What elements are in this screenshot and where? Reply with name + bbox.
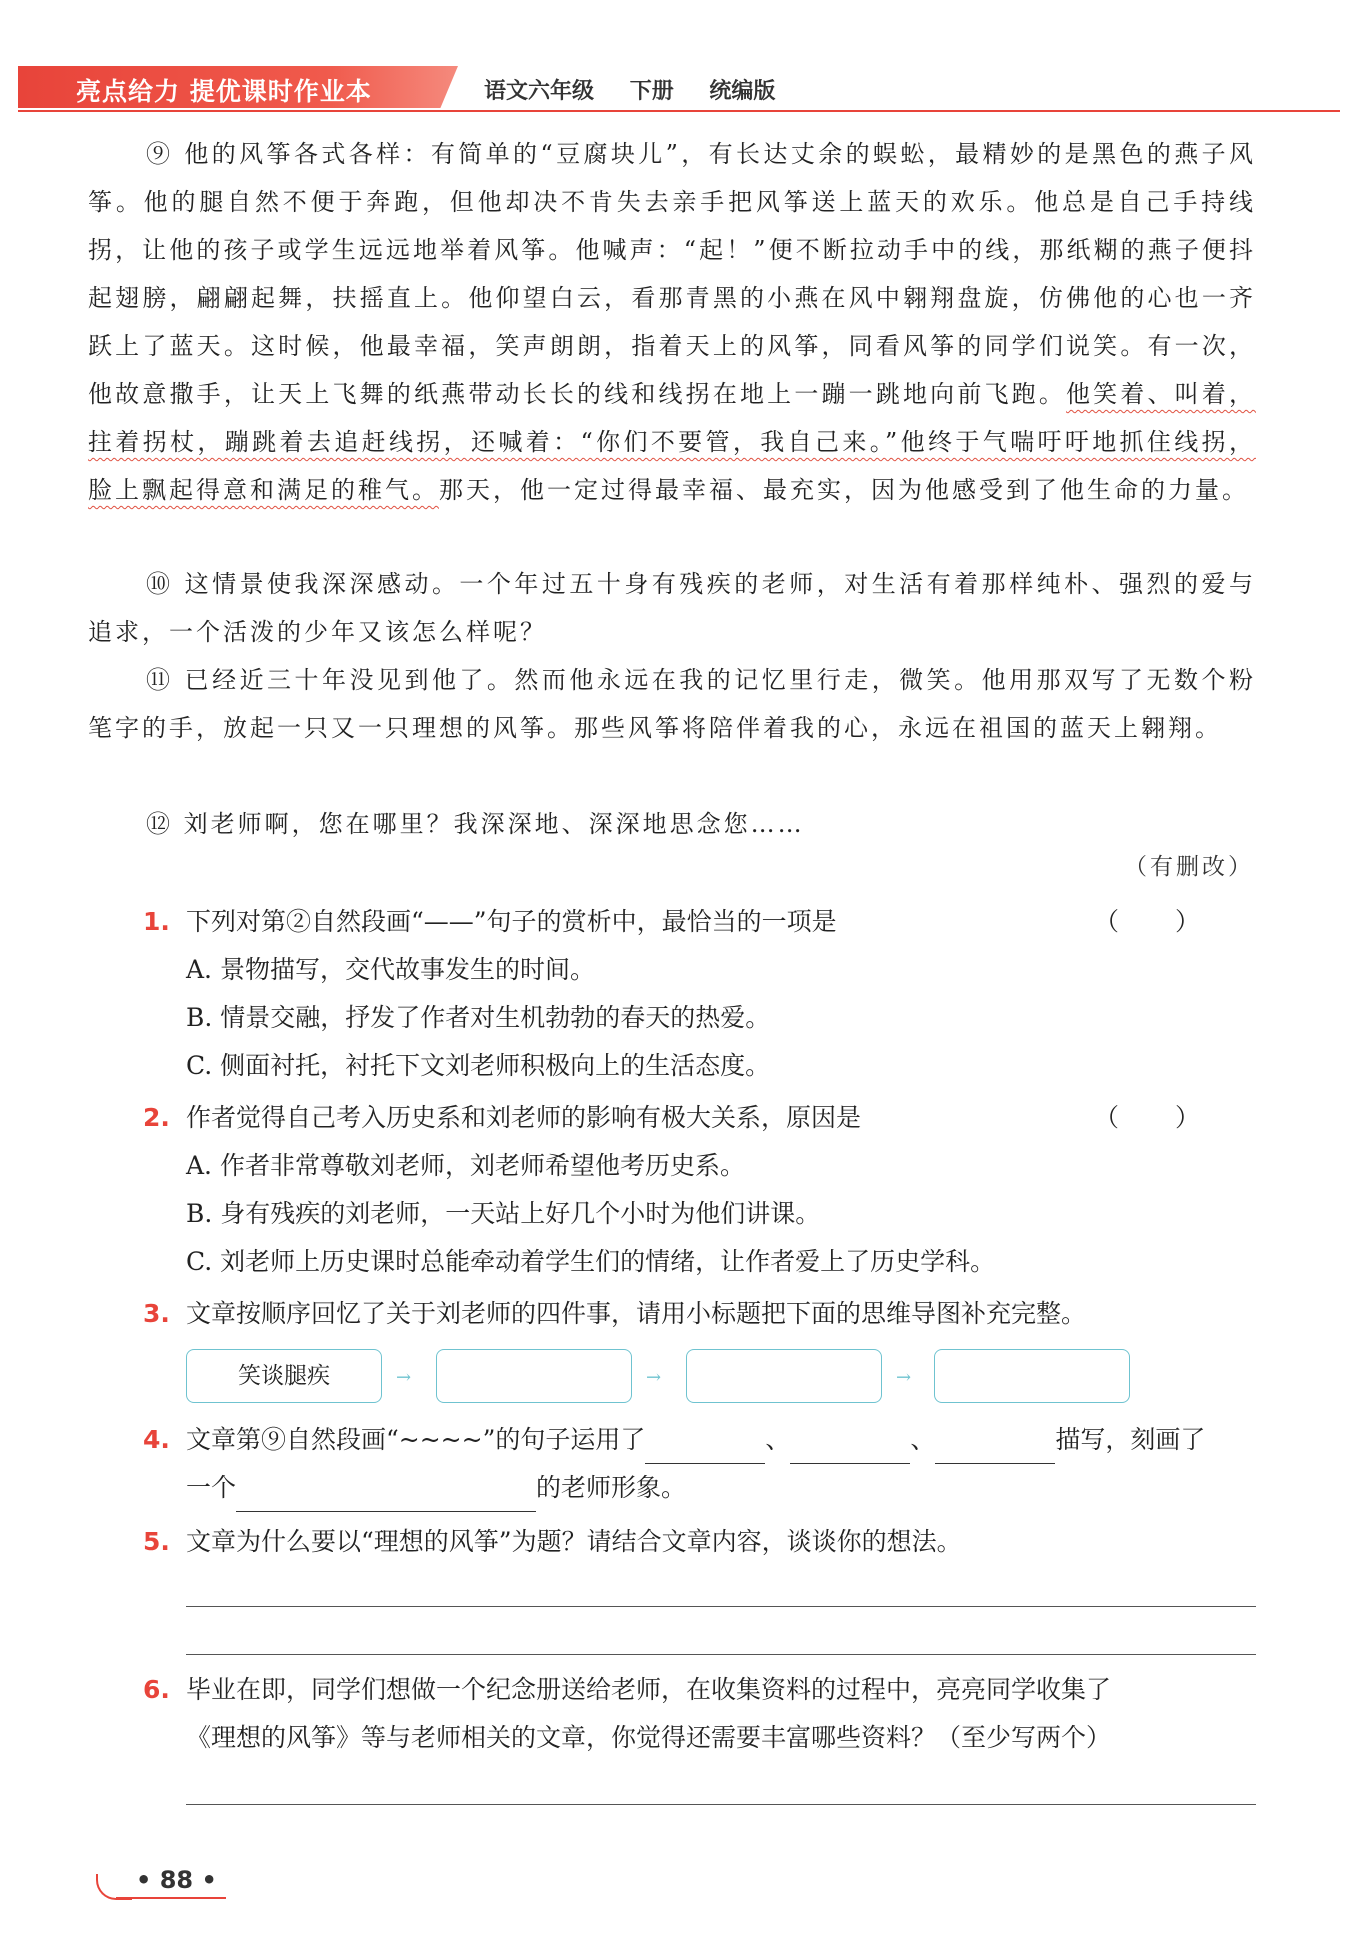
answer-line[interactable] [186, 1804, 1256, 1805]
paragraph-9-text-b: 那天，他一定过得最幸福、最充实，因为他感受到了他生命的力量。 [439, 476, 1249, 504]
mindmap-arrow-icon: → [896, 1367, 912, 1388]
answer-bracket[interactable]: （） [1093, 907, 1256, 936]
question-text-d: 的老师形象。 [536, 1473, 687, 1502]
question-text: 作者觉得自己考入历史系和刘老师的影响有极大关系，原因是 [186, 1103, 862, 1132]
blank-3[interactable] [935, 1431, 1055, 1464]
question-text: 文章按顺序回忆了关于刘老师的四件事，请用小标题把下面的思维导图补充完整。 [186, 1299, 1087, 1328]
page-header [18, 66, 1340, 112]
question-text-a: 毕业在即，同学们想做一个纪念册送给老师，在收集资料的过程中，亮亮同学收集了 [186, 1675, 1112, 1704]
subject-grade: 语文六年级 [484, 79, 595, 104]
header-rule [18, 110, 1340, 112]
volume: 下册 [629, 79, 674, 104]
q2-option-a[interactable]: A. 作者非常尊敬刘老师，刘老师希望他考历史系。 [186, 1151, 745, 1180]
q2-option-b[interactable]: B. 身有残疾的刘老师，一天站上好几个小时为他们讲课。 [186, 1199, 821, 1228]
mindmap-box-3[interactable] [686, 1349, 882, 1403]
q1-option-a[interactable]: A. 景物描写，交代故事发生的时间。 [186, 955, 595, 984]
question-number: 1. [143, 907, 170, 936]
blank-1[interactable] [645, 1431, 765, 1464]
page-number-rule [116, 1897, 226, 1899]
question-text: 下列对第②自然段画“——”句子的赏析中，最恰当的一项是 [186, 907, 837, 936]
page-number-area [96, 1866, 226, 1902]
mindmap-box-4[interactable] [934, 1349, 1130, 1403]
answer-bracket[interactable]: （） [1093, 1103, 1256, 1132]
mindmap-arrow-icon: → [646, 1367, 662, 1388]
separator: 、 [765, 1425, 791, 1454]
q2-option-c[interactable]: C. 刘老师上历史课时总能牵动着学生们的情绪，让作者爱上了历史学科。 [186, 1247, 996, 1276]
q1-option-c[interactable]: C. 侧面衬托，衬托下文刘老师积极向上的生活态度。 [186, 1051, 771, 1080]
question-6-line-2: 《理想的风筝》等与老师相关的文章，你觉得还需要丰富哪些资料？（至少写两个） [186, 1723, 1112, 1752]
separator: 、 [910, 1425, 936, 1454]
question-3 [144, 1290, 1256, 1338]
answer-line[interactable] [186, 1606, 1256, 1607]
question-number: 5. [143, 1527, 170, 1556]
q1-option-b[interactable]: B. 情景交融，抒发了作者对生机勃勃的春天的热爱。 [186, 1003, 771, 1032]
page-number: • 88 • [136, 1866, 217, 1894]
paragraph-11: ⑪ 已经近三十年没见到他了。然而他永远在我的记忆里行走，微笑。他用那双写了无数个粉笔字的手，放起一只又一只理想的风筝。那些风筝将陪伴着我的心，永远在祖国的蓝天上翱翔。 [88, 666, 1256, 742]
question-2 [144, 1094, 1256, 1142]
question-number: 4. [143, 1425, 170, 1454]
question-text-b: 描写，刻画了 [1055, 1425, 1206, 1454]
question-text-a: 文章第⑨自然段画“~~~~”的句子运用了 [186, 1425, 646, 1454]
question-number: 2. [143, 1103, 170, 1132]
question-number: 6. [143, 1675, 170, 1704]
paragraph-9 [88, 130, 1256, 514]
source-note: （有删改） [1124, 854, 1254, 880]
book-info [484, 74, 803, 105]
series-title: 亮点给力 提优课时作业本 [76, 77, 372, 106]
mindmap-box-1: 笑谈腿疾 [186, 1349, 382, 1403]
question-5 [144, 1518, 1256, 1566]
blank-4[interactable] [236, 1479, 536, 1512]
paragraph-10: ⑩ 这情景使我深深感动。一个年过五十身有残疾的老师，对生活有着那样纯朴、强烈的爱与追求，一个活泼的少年又该怎么样呢？ [88, 570, 1256, 646]
question-1 [144, 898, 1256, 946]
question-4-line-2 [186, 1464, 686, 1512]
paragraph-9-wavy-sentence: 他笑着、叫着，拄着拐杖，蹦跳着去追赶线拐，还喊着：“你们不要管，我自己来。”他终于气喘吁吁地抓住线拐，脸上飘起得意和满足的稚气。 [88, 380, 1256, 504]
question-text: 文章为什么要以“理想的风筝”为题？请结合文章内容，谈谈你的想法。 [186, 1527, 962, 1556]
paragraph-9-text-a: ⑨ 他的风筝各式各样：有简单的“豆腐块儿”，有长达丈余的蜈蚣，最精妙的是黑色的燕子风筝。他的腿自然不便于奔跑，但他却决不肯失去亲手把风筝送上蓝天的欢乐。他总是自己手持线拐，让他的孩子或学生远远地举着风筝。他喊声：“起！”便不断拉动手中的线，那纸糊的燕子便抖起翅膀，翩翩起舞，扶摇直上。他仰望白云，看那青黑的小燕在风中翱翔盘旋，仿佛他的心也一齐跃上了蓝天。这时候，他最幸福，笑声朗朗，指着天上的风筝，同看风筝的同学们说笑。有一次，他故意撒手，让天上飞舞的纸燕带动长长的线和线拐在地上一蹦一跳地向前飞跑。 [88, 140, 1256, 408]
question-6 [144, 1666, 1256, 1714]
mindmap-arrow-icon: → [396, 1367, 412, 1388]
question-number: 3. [143, 1299, 170, 1328]
blank-2[interactable] [790, 1431, 910, 1464]
question-4 [144, 1416, 1256, 1464]
edition: 统编版 [709, 79, 776, 104]
answer-line[interactable] [186, 1654, 1256, 1655]
paragraph-12: ⑫ 刘老师啊，您在哪里？我深深地、深深地思念您…… [146, 810, 805, 838]
mindmap-box-2[interactable] [436, 1349, 632, 1403]
question-text-c: 一个 [186, 1473, 237, 1502]
